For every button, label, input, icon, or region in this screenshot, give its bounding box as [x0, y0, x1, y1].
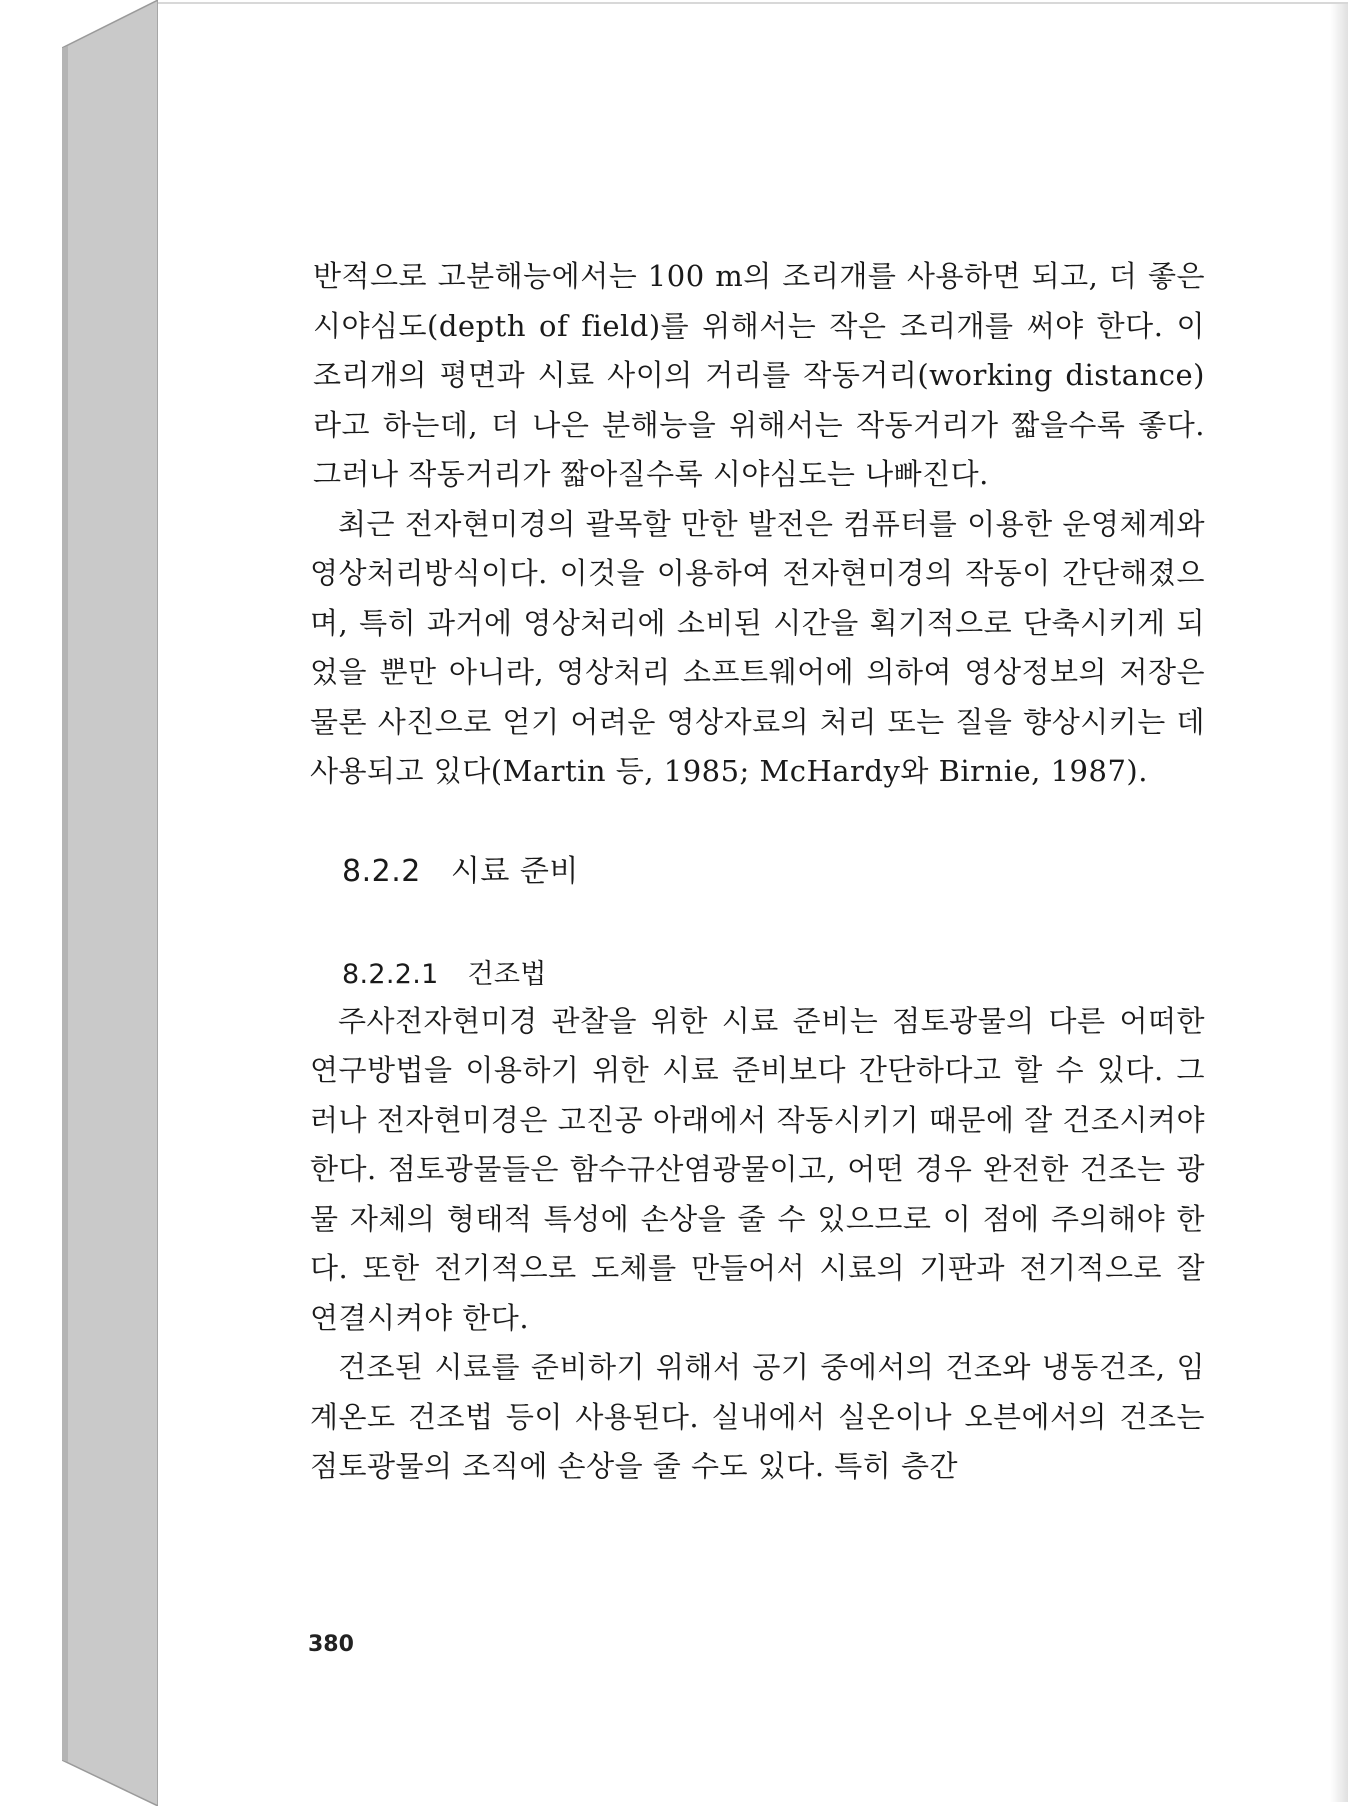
page-number: 380 — [308, 1632, 354, 1657]
paragraph-sem-advances: 최근 전자현미경의 괄목할 만한 발전은 컴퓨터를 이용한 운영체계와 영상처리방식이다. 이것을 이용하여 전자현미경의 작동이 간단해졌으며, 특히 과거에 영상처리에 소비된 시간을 획기적으로 단축시키게 되었을 뿐만 아니라, 영상처리 소프트웨어에 의하여 영상정보의 저장은 물론 사진으로 얻기 어려운 영상자료의 처리 또는 질을 향상시키는 데 사용되고 있다(Martin 등, 1985; McHardy와 Birnie, 1987). — [310, 506, 1205, 788]
section-number: 8.2.2 — [342, 853, 421, 889]
page-edge-shadow — [1330, 4, 1348, 1802]
book-spine — [62, 0, 158, 1806]
paragraph-continuation: 반적으로 고분해능에서는 100 m의 조리개를 사용하면 되고, 더 좋은 시야심도(depth of field)를 위해서는 작은 조리개를 써야 한다. 이 조리개의 평면과 시료 사이의 거리를 작동거리(working distance)라고 하는데, 더 나은 분해능을 위해서는 작동거리가 짧을수록 좋다. 그러나 작동거리가 짧아질수록 시야심도는 나빠진다. — [313, 259, 1205, 491]
subsection-heading — [342, 953, 1205, 997]
paragraph-sample-prep: 주사전자현미경 관찰을 위한 시료 준비는 점토광물의 다른 어떠한 연구방법을 이용하기 위한 시료 준비보다 간단하다고 할 수 있다. 그러나 전자현미경은 고진공 아래에서 작동시키기 때문에 잘 건조시켜야 한다. 점토광물들은 함수규산염광물이고, 어떤 경우 완전한 건조는 광물 자체의 형태적 특성에 손상을 줄 수 있으므로 이 점에 주의해야 한다. 또한 전기적으로 도체를 만들어서 시료의 기판과 전기적으로 잘 연결시켜야 한다. — [310, 1003, 1205, 1335]
book-spine-graphic — [62, 0, 158, 1806]
section-title: 시료 준비 — [450, 853, 579, 889]
subsection-number: 8.2.2.1 — [342, 958, 439, 990]
document-page — [158, 2, 1348, 1802]
section-heading — [342, 847, 1205, 897]
subsection-title: 건조법 — [467, 958, 547, 990]
page-content — [310, 252, 1205, 1492]
paragraph-drying-methods: 건조된 시료를 준비하기 위해서 공기 중에서의 건조와 냉동건조, 임계온도 건조법 등이 사용된다. 실내에서 실온이나 오븐에서의 건조는 점토광물의 조직에 손상을 줄 수도 있다. 특히 층간 — [310, 1350, 1205, 1483]
